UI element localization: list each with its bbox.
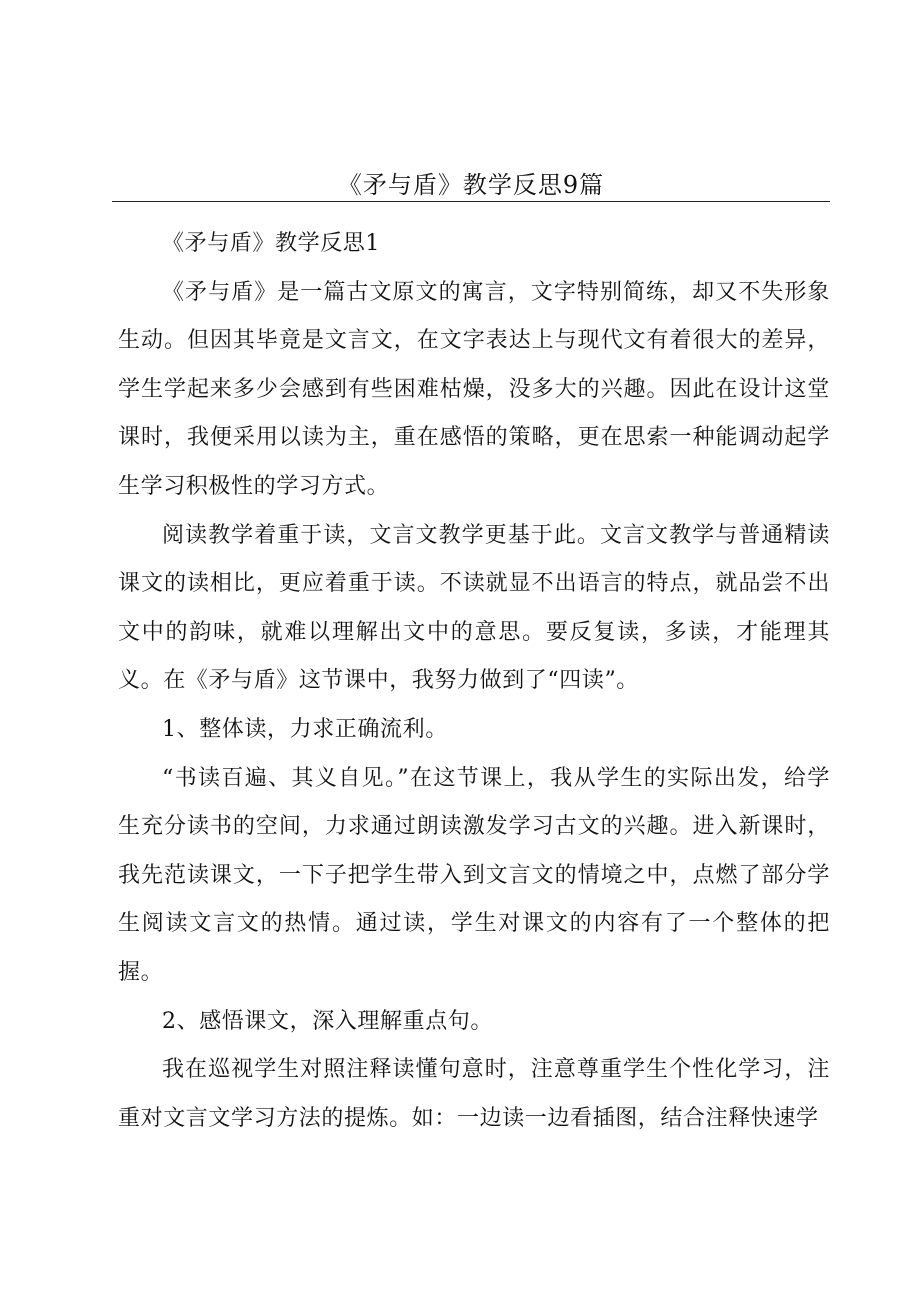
paragraph: 《矛与盾》是一篇古文原文的寓言，文字特别简练，却又不失形象生动。但因其毕竟是文言文，在文字表达上与现代文有着很大的差异，学生学起来多少会感到有些困难枯燥，没多大的兴趣。因此在设计这堂课时，我便采用以读为主，重在感悟的策略，更在思索一种能调动起学生学习积极性的学习方式。 [118,279,830,499]
document-title: 《矛与盾》教学反思9篇 [337,171,605,199]
paragraph: 我在巡视学生对照注释读懂句意时，注意尊重学生个性化学习，注重对文言文学习方法的提炼。如：一边读一边看插图，结合注释快速学 [118,1057,830,1131]
section-heading: 《矛与盾》教学反思1 [162,231,380,256]
paragraph: “书读百遍、其义自见。”在这节课上，我从学生的实际出发，给学生充分读书的空间，力求通过朗读激发学习古文的兴趣。进入新课时，我先范读课文，一下子把学生带入到文言文的情境之中，点燃了部分学生阅读文言文的热情。通过读，学生对课文的内容有了一个整体的把握。 [118,765,830,985]
paragraph: 阅读教学着重于读，文言文教学更基于此。文言文教学与普通精读课文的读相比，更应着重于读。不读就显不出语言的特点，就品尝不出文中的韵味，就难以理解出文中的意思。要反复读，多读，才能理其义。在《矛与盾》这节课中，我努力做到了“四读”。 [118,522,830,694]
title-underline [112,201,830,202]
list-heading: 2、感悟课文，深入理解重点句。 [162,1008,493,1034]
document-body [118,220,830,1143]
list-heading: 1、整体读，力求正确流利。 [162,716,448,742]
